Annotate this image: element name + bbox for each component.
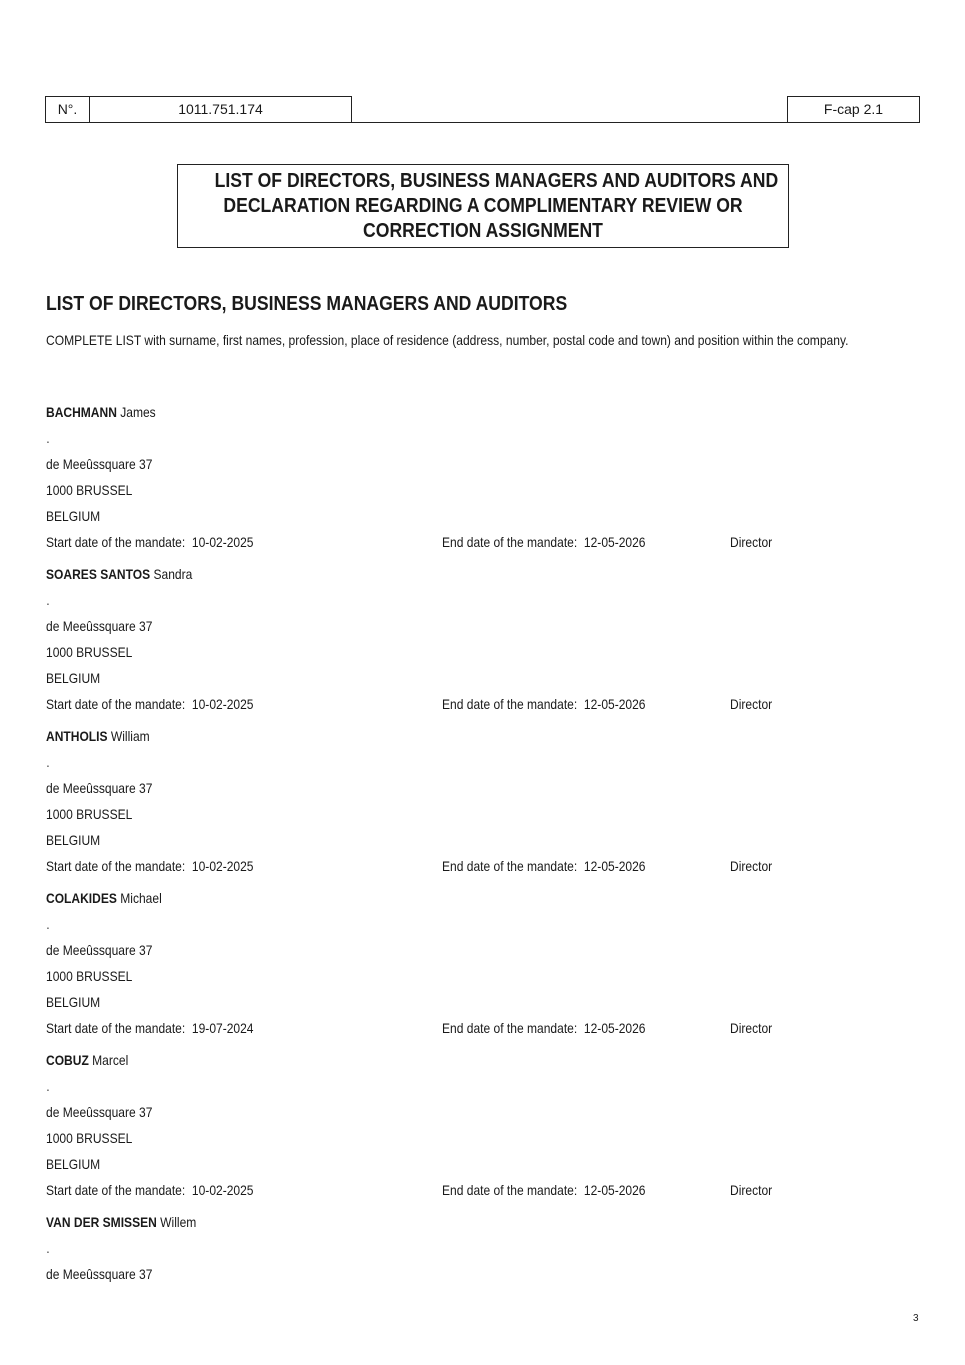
person-country: BELGIUM: [46, 670, 101, 686]
person-position: Director: [730, 1182, 773, 1198]
person-entry: [46, 723, 920, 885]
person-surname: COBUZ: [46, 1052, 89, 1068]
person-position: Director: [730, 696, 773, 712]
person-profession: .: [46, 1078, 50, 1094]
end-date-value: 12-05-2026: [583, 858, 646, 874]
person-entry: [46, 1047, 920, 1209]
title-line-3: CORRECTION ASSIGNMENT: [363, 220, 603, 242]
start-date-label: Start date of the mandate:: [46, 534, 186, 550]
end-date-label: End date of the mandate:: [442, 1182, 578, 1198]
registration-number-value: 1011.751.174: [89, 96, 352, 123]
person-profession: .: [46, 592, 50, 608]
person-first-name: Marcel: [92, 1052, 129, 1068]
person-position: Director: [730, 1020, 773, 1036]
person-entry: [46, 561, 920, 723]
document-title: [177, 164, 789, 248]
person-first-name: James: [120, 404, 156, 420]
section-heading: LIST OF DIRECTORS, BUSINESS MANAGERS AND AUDITORS: [46, 293, 568, 315]
person-surname: VAN DER SMISSEN: [46, 1214, 157, 1230]
page-number: 3: [913, 1313, 919, 1324]
start-date-label: Start date of the mandate:: [46, 696, 186, 712]
end-date-label: End date of the mandate:: [442, 1020, 578, 1036]
start-date-value: 19-07-2024: [191, 1020, 254, 1036]
person-street: de Meeûssquare 37: [46, 780, 153, 796]
end-date-value: 12-05-2026: [583, 534, 646, 550]
start-date-value: 10-02-2025: [191, 534, 254, 550]
person-first-name: William: [110, 728, 150, 744]
end-date-label: End date of the mandate:: [442, 534, 578, 550]
person-city: 1000 BRUSSEL: [46, 968, 133, 984]
section-intro: COMPLETE LIST with surname, first names, profession, place of residence (address, number, postal code and town) and position within the company.: [46, 332, 849, 348]
person-surname: SOARES SANTOS: [46, 566, 151, 582]
start-date-value: 10-02-2025: [191, 696, 254, 712]
person-surname: BACHMANN: [46, 404, 117, 420]
person-surname: ANTHOLIS: [46, 728, 108, 744]
person-first-name: Michael: [120, 890, 162, 906]
person-city: 1000 BRUSSEL: [46, 644, 133, 660]
end-date-label: End date of the mandate:: [442, 858, 578, 874]
person-city: 1000 BRUSSEL: [46, 482, 133, 498]
person-country: BELGIUM: [46, 832, 101, 848]
person-street: de Meeûssquare 37: [46, 618, 153, 634]
person-entry: [46, 399, 920, 561]
person-position: Director: [730, 858, 773, 874]
person-first-name: Willem: [160, 1214, 197, 1230]
start-date-value: 10-02-2025: [191, 1182, 254, 1198]
person-country: BELGIUM: [46, 1156, 101, 1172]
person-first-name: Sandra: [153, 566, 193, 582]
person-surname: COLAKIDES: [46, 890, 117, 906]
person-city: 1000 BRUSSEL: [46, 806, 133, 822]
end-date-value: 12-05-2026: [583, 1182, 646, 1198]
person-profession: .: [46, 916, 50, 932]
end-date-value: 12-05-2026: [583, 696, 646, 712]
end-date-label: End date of the mandate:: [442, 696, 578, 712]
person-entry: [46, 885, 920, 1047]
person-street: de Meeûssquare 37: [46, 942, 153, 958]
person-city: 1000 BRUSSEL: [46, 1130, 133, 1146]
person-profession: .: [46, 430, 50, 446]
person-profession: .: [46, 1240, 50, 1256]
start-date-label: Start date of the mandate:: [46, 858, 186, 874]
form-code: F-cap 2.1: [787, 96, 920, 123]
start-date-label: Start date of the mandate:: [46, 1020, 186, 1036]
title-line-1: LIST OF DIRECTORS, BUSINESS MANAGERS AND AUDITORS AND: [214, 170, 779, 192]
directors-list: [46, 399, 920, 1299]
person-profession: .: [46, 754, 50, 770]
person-position: Director: [730, 534, 773, 550]
title-line-2: DECLARATION REGARDING A COMPLIMENTARY REVIEW OR: [223, 195, 743, 217]
person-street: de Meeûssquare 37: [46, 1266, 153, 1282]
person-street: de Meeûssquare 37: [46, 456, 153, 472]
person-entry: [46, 1209, 920, 1299]
person-street: de Meeûssquare 37: [46, 1104, 153, 1120]
start-date-label: Start date of the mandate:: [46, 1182, 186, 1198]
header-rule: [352, 96, 788, 123]
person-country: BELGIUM: [46, 508, 101, 524]
start-date-value: 10-02-2025: [191, 858, 254, 874]
person-country: BELGIUM: [46, 994, 101, 1010]
end-date-value: 12-05-2026: [583, 1020, 646, 1036]
registration-number-label: N°.: [45, 96, 90, 123]
